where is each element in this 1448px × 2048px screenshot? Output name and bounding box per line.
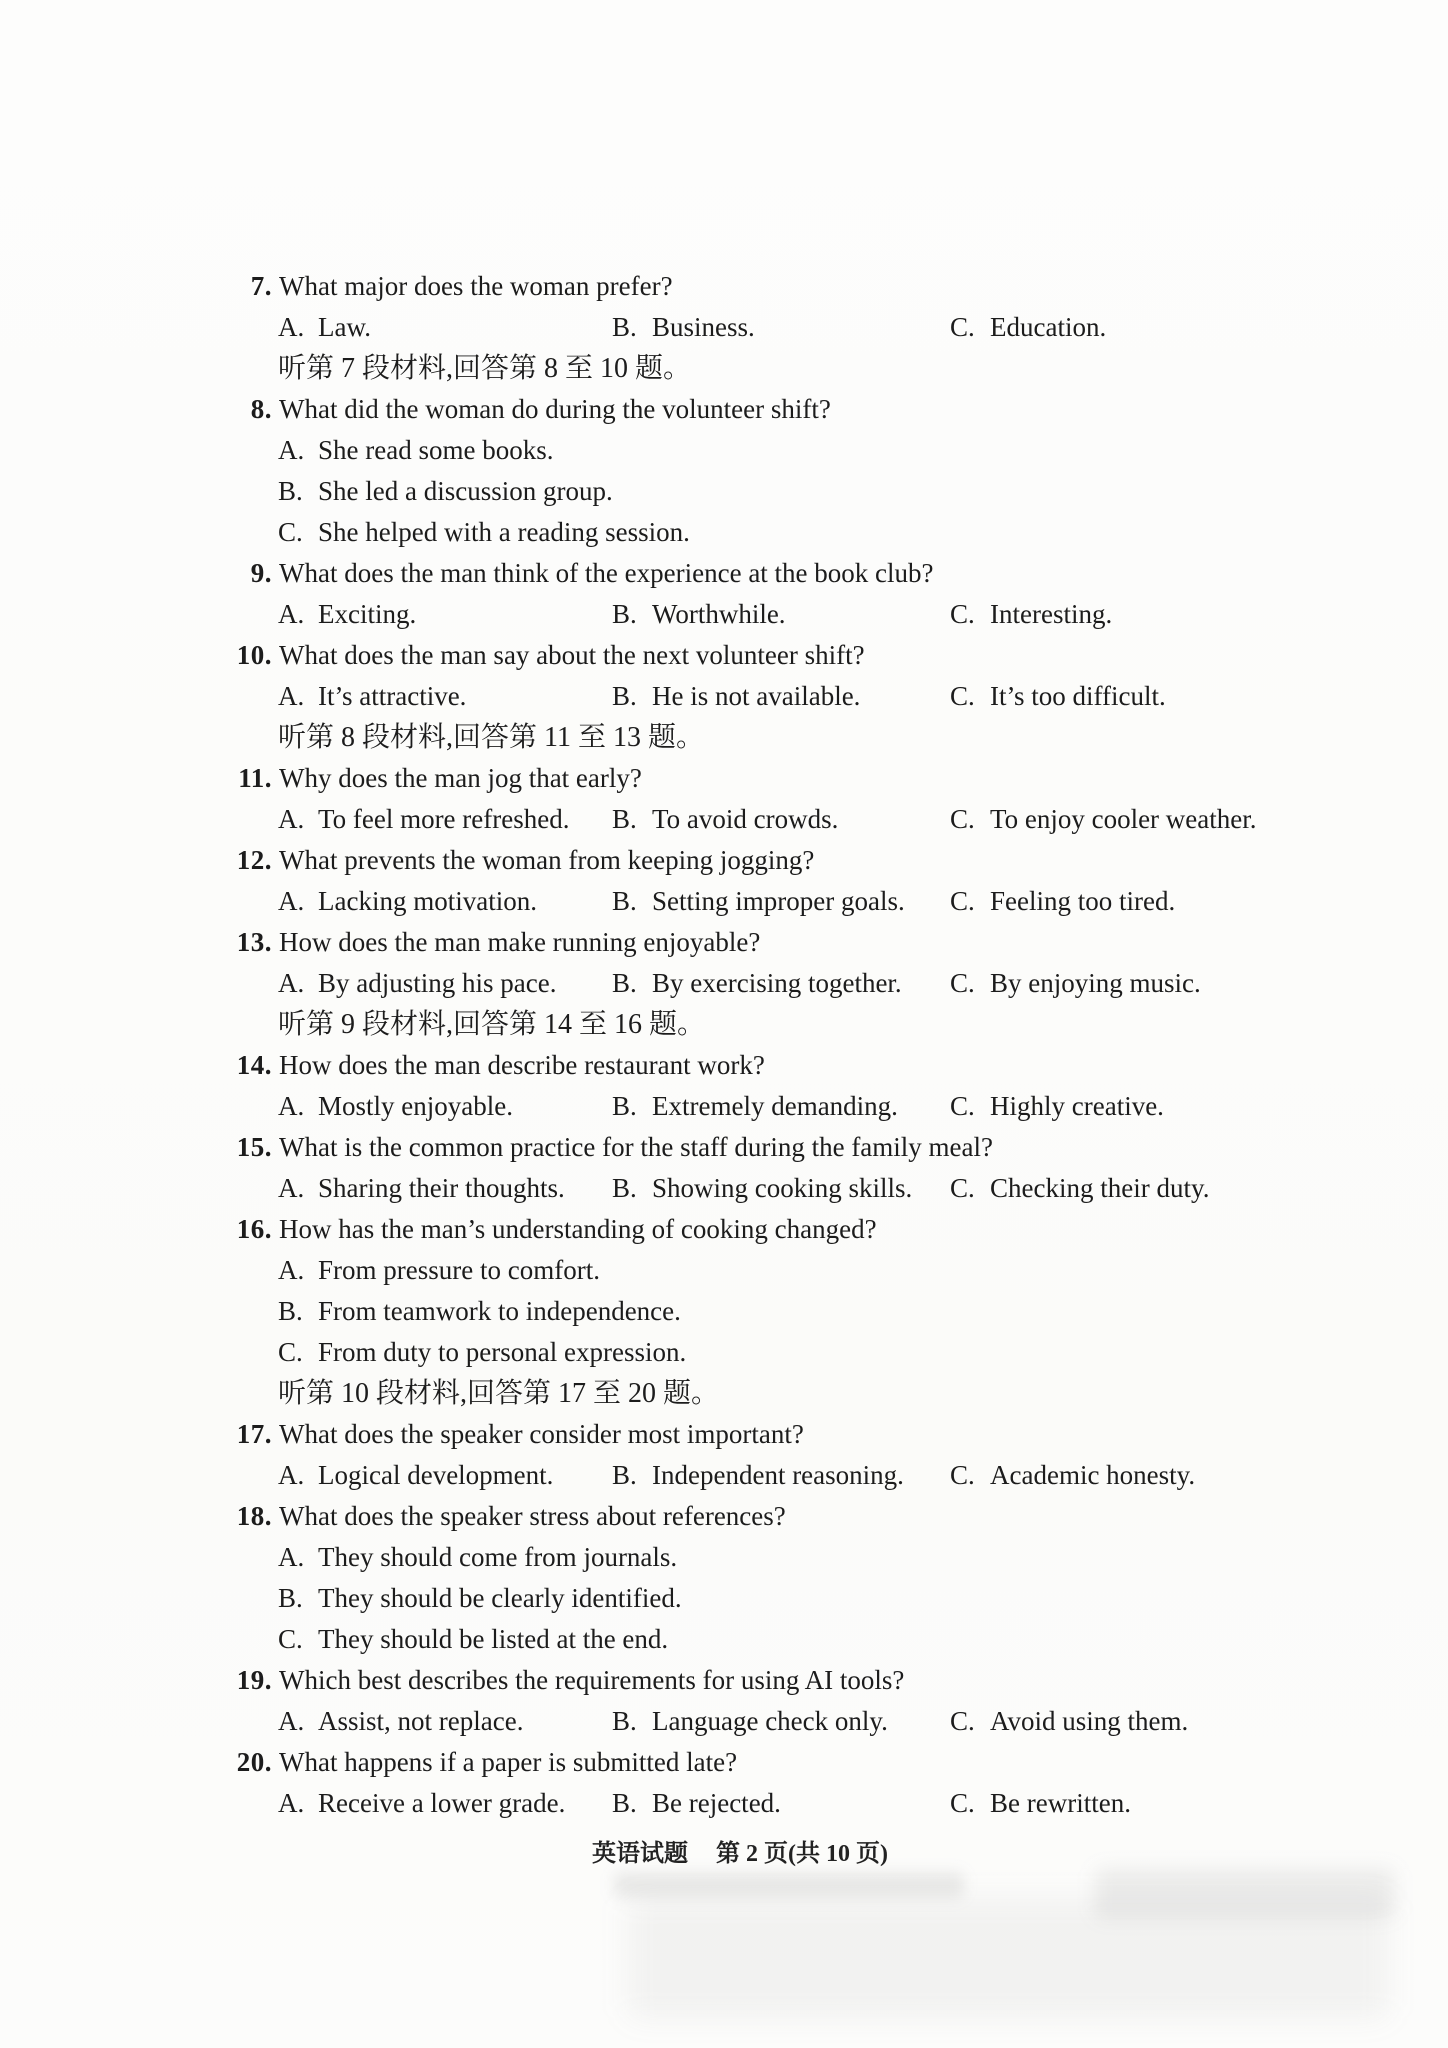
question-number: 20. (236, 1747, 272, 1777)
question-text: How does the man describe restaurant work? (279, 1050, 765, 1080)
question-16-option-a (0, 1250, 1448, 1291)
option-label: A. (278, 1542, 305, 1572)
question-number: 7. (250, 271, 272, 301)
question-7-option-a (278, 307, 612, 348)
question-8-option-a (0, 430, 1448, 471)
option-text: To avoid crowds. (652, 804, 839, 834)
option-text: She helped with a reading session. (318, 517, 690, 547)
scan-bleed-artifact (1095, 1868, 1395, 1918)
question-16-options (0, 1250, 1448, 1373)
option-label: C. (950, 968, 975, 998)
option-text: From duty to personal expression. (318, 1337, 687, 1367)
option-label: B. (612, 886, 637, 916)
question-text: What does the speaker stress about references? (279, 1501, 786, 1531)
question-text: How does the man make running enjoyable? (279, 927, 761, 957)
question-15 (0, 1127, 1448, 1168)
question-16-option-b (0, 1291, 1448, 1332)
question-18-options (0, 1537, 1448, 1660)
option-text: Checking their duty. (990, 1173, 1210, 1203)
question-20-options (0, 1783, 1448, 1824)
question-15-option-b (612, 1168, 950, 1209)
option-text: Showing cooking skills. (652, 1173, 913, 1203)
question-7 (0, 266, 1448, 307)
option-text: Receive a lower grade. (318, 1788, 566, 1818)
scan-bleed-artifact (628, 1898, 1388, 2018)
option-text: To feel more refreshed. (318, 804, 570, 834)
audio-instruction: 听第 9 段材料,回答第 14 至 16 题。 (278, 1009, 706, 1040)
option-label: B. (278, 1296, 303, 1326)
option-label: B. (612, 599, 637, 629)
question-20 (0, 1742, 1448, 1783)
option-text: Interesting. (990, 599, 1113, 629)
option-label: C. (950, 1091, 975, 1121)
question-11-option-a (278, 799, 612, 840)
question-text: What does the man think of the experience at the book club? (279, 558, 934, 588)
question-16 (0, 1209, 1448, 1250)
option-label: A. (278, 599, 305, 629)
question-17-option-b (612, 1455, 950, 1496)
option-text: Feeling too tired. (990, 886, 1176, 916)
option-label: C. (950, 886, 975, 916)
question-number: 10. (236, 640, 272, 670)
question-12 (0, 840, 1448, 881)
option-text: It’s attractive. (318, 681, 467, 711)
option-text: Mostly enjoyable. (318, 1091, 513, 1121)
question-18-option-b (0, 1578, 1448, 1619)
option-text: Avoid using them. (990, 1706, 1189, 1736)
option-label: B. (612, 1173, 637, 1203)
question-13-option-b (612, 963, 950, 1004)
option-text: Exciting. (318, 599, 417, 629)
option-text: She led a discussion group. (318, 476, 613, 506)
question-number: 19. (236, 1665, 272, 1695)
option-text: They should be listed at the end. (318, 1624, 669, 1654)
question-8 (0, 389, 1448, 430)
question-number: 15. (236, 1132, 272, 1162)
option-label: A. (278, 1173, 305, 1203)
option-text: Sharing their thoughts. (318, 1173, 565, 1203)
option-label: A. (278, 681, 305, 711)
option-label: B. (278, 476, 303, 506)
listening-section-questions (0, 266, 1448, 1824)
question-20-option-b (612, 1783, 950, 1824)
question-10-option-c (950, 676, 1448, 717)
question-9-option-b (612, 594, 950, 635)
question-9-option-c (950, 594, 1448, 635)
option-text: Language check only. (652, 1706, 888, 1736)
question-19 (0, 1660, 1448, 1701)
question-number: 12. (236, 845, 272, 875)
question-14-option-c (950, 1086, 1448, 1127)
option-label: B. (612, 312, 637, 342)
option-label: C. (950, 681, 975, 711)
question-9-option-a (278, 594, 612, 635)
option-label: C. (950, 1173, 975, 1203)
option-text: Logical development. (318, 1460, 554, 1490)
question-text: What prevents the woman from keeping jogging? (279, 845, 815, 875)
question-text: Why does the man jog that early? (279, 763, 642, 793)
option-text: Business. (652, 312, 755, 342)
option-text: He is not available. (652, 681, 861, 711)
question-7-option-c (950, 307, 1448, 348)
question-17-option-c (950, 1455, 1448, 1496)
option-label: B. (612, 968, 637, 998)
option-label: C. (950, 599, 975, 629)
option-text: From pressure to comfort. (318, 1255, 600, 1285)
question-17-options (0, 1455, 1448, 1496)
option-text: From teamwork to independence. (318, 1296, 681, 1326)
question-text: What happens if a paper is submitted late? (279, 1747, 738, 1777)
option-label: C. (950, 1460, 975, 1490)
question-text: What is the common practice for the staff during the family meal? (279, 1132, 993, 1162)
option-label: C. (278, 1337, 303, 1367)
question-13-option-c (950, 963, 1448, 1004)
question-10-options (0, 676, 1448, 717)
question-11-options (0, 799, 1448, 840)
question-18 (0, 1496, 1448, 1537)
option-label: A. (278, 1255, 305, 1285)
question-16-option-c (0, 1332, 1448, 1373)
option-label: B. (612, 804, 637, 834)
question-17-option-a (278, 1455, 612, 1496)
question-7-option-b (612, 307, 950, 348)
question-14-option-b (612, 1086, 950, 1127)
question-15-options (0, 1168, 1448, 1209)
question-number: 17. (236, 1419, 272, 1449)
scan-bleed-artifact (614, 1872, 964, 1898)
option-label: A. (278, 804, 305, 834)
option-label: C. (278, 517, 303, 547)
question-10 (0, 635, 1448, 676)
option-text: Independent reasoning. (652, 1460, 904, 1490)
question-text: What does the man say about the next volunteer shift? (279, 640, 865, 670)
question-text: How has the man’s understanding of cooking changed? (279, 1214, 877, 1244)
question-8-option-b (0, 471, 1448, 512)
question-19-option-b (612, 1701, 950, 1742)
option-label: A. (278, 1706, 305, 1736)
option-text: They should be clearly identified. (318, 1583, 682, 1613)
question-number: 11. (238, 763, 272, 793)
question-9 (0, 553, 1448, 594)
question-10-option-b (612, 676, 950, 717)
question-11 (0, 758, 1448, 799)
option-label: A. (278, 968, 305, 998)
question-12-option-b (612, 881, 950, 922)
option-text: Education. (990, 312, 1107, 342)
question-20-option-c (950, 1783, 1448, 1824)
audio-instruction: 听第 7 段材料,回答第 8 至 10 题。 (278, 353, 692, 384)
option-text: Lacking motivation. (318, 886, 537, 916)
option-text: Be rewritten. (990, 1788, 1131, 1818)
question-12-option-a (278, 881, 612, 922)
question-10-option-a (278, 676, 612, 717)
question-20-option-a (278, 1783, 612, 1824)
question-number: 8. (250, 394, 272, 424)
option-label: A. (278, 1091, 305, 1121)
question-7-options (0, 307, 1448, 348)
question-13-option-a (278, 963, 612, 1004)
option-label: C. (950, 804, 975, 834)
audio-instruction: 听第 8 段材料,回答第 11 至 13 题。 (278, 722, 704, 753)
option-text: Assist, not replace. (318, 1706, 524, 1736)
question-14-options (0, 1086, 1448, 1127)
question-11-option-c (950, 799, 1448, 840)
question-12-option-c (950, 881, 1448, 922)
option-text: Law. (318, 312, 371, 342)
option-label: A. (278, 435, 305, 465)
option-text: To enjoy cooler weather. (990, 804, 1257, 834)
option-label: A. (278, 312, 305, 342)
question-18-option-a (0, 1537, 1448, 1578)
option-label: B. (612, 1706, 637, 1736)
option-label: B. (612, 1091, 637, 1121)
audio-instruction: 听第 10 段材料,回答第 17 至 20 题。 (278, 1378, 720, 1409)
question-11-option-b (612, 799, 950, 840)
option-label: A. (278, 1788, 305, 1818)
question-19-options (0, 1701, 1448, 1742)
question-19-option-c (950, 1701, 1448, 1742)
option-text: By enjoying music. (990, 968, 1201, 998)
question-13-options (0, 963, 1448, 1004)
option-text: They should come from journals. (318, 1542, 678, 1572)
question-17 (0, 1414, 1448, 1455)
page-footer (0, 1833, 1448, 1868)
option-text: Worthwhile. (652, 599, 786, 629)
question-number: 9. (250, 558, 272, 588)
option-label: B. (612, 681, 637, 711)
question-15-option-c (950, 1168, 1448, 1209)
option-label: B. (612, 1460, 637, 1490)
option-text: Highly creative. (990, 1091, 1164, 1121)
question-14 (0, 1045, 1448, 1086)
option-label: C. (278, 1624, 303, 1654)
footer-document-title: 英语试题 (592, 1841, 688, 1867)
option-text: Be rejected. (652, 1788, 781, 1818)
question-number: 14. (236, 1050, 272, 1080)
question-8-option-c (0, 512, 1448, 553)
option-label: A. (278, 886, 305, 916)
question-9-options (0, 594, 1448, 635)
option-text: Academic honesty. (990, 1460, 1196, 1490)
question-19-option-a (278, 1701, 612, 1742)
question-text: What does the speaker consider most important? (279, 1419, 804, 1449)
option-label: B. (612, 1788, 637, 1818)
question-text: What did the woman do during the volunteer shift? (279, 394, 831, 424)
option-text: Extremely demanding. (652, 1091, 898, 1121)
question-13 (0, 922, 1448, 963)
option-text: Setting improper goals. (652, 886, 905, 916)
question-number: 16. (236, 1214, 272, 1244)
option-label: B. (278, 1583, 303, 1613)
question-text: Which best describes the requirements for using AI tools? (279, 1665, 905, 1695)
question-14-option-a (278, 1086, 612, 1127)
footer-page-indicator: 第 2 页(共 10 页) (716, 1841, 888, 1867)
option-text: By adjusting his pace. (318, 968, 557, 998)
option-label: C. (950, 1706, 975, 1736)
option-label: A. (278, 1460, 305, 1490)
question-12-options (0, 881, 1448, 922)
question-15-option-a (278, 1168, 612, 1209)
option-text: It’s too difficult. (990, 681, 1166, 711)
question-number: 18. (236, 1501, 272, 1531)
question-text: What major does the woman prefer? (279, 271, 673, 301)
option-label: C. (950, 312, 975, 342)
option-label: C. (950, 1788, 975, 1818)
question-18-option-c (0, 1619, 1448, 1660)
question-8-options (0, 430, 1448, 553)
option-text: By exercising together. (652, 968, 902, 998)
question-number: 13. (236, 927, 272, 957)
option-text: She read some books. (318, 435, 554, 465)
